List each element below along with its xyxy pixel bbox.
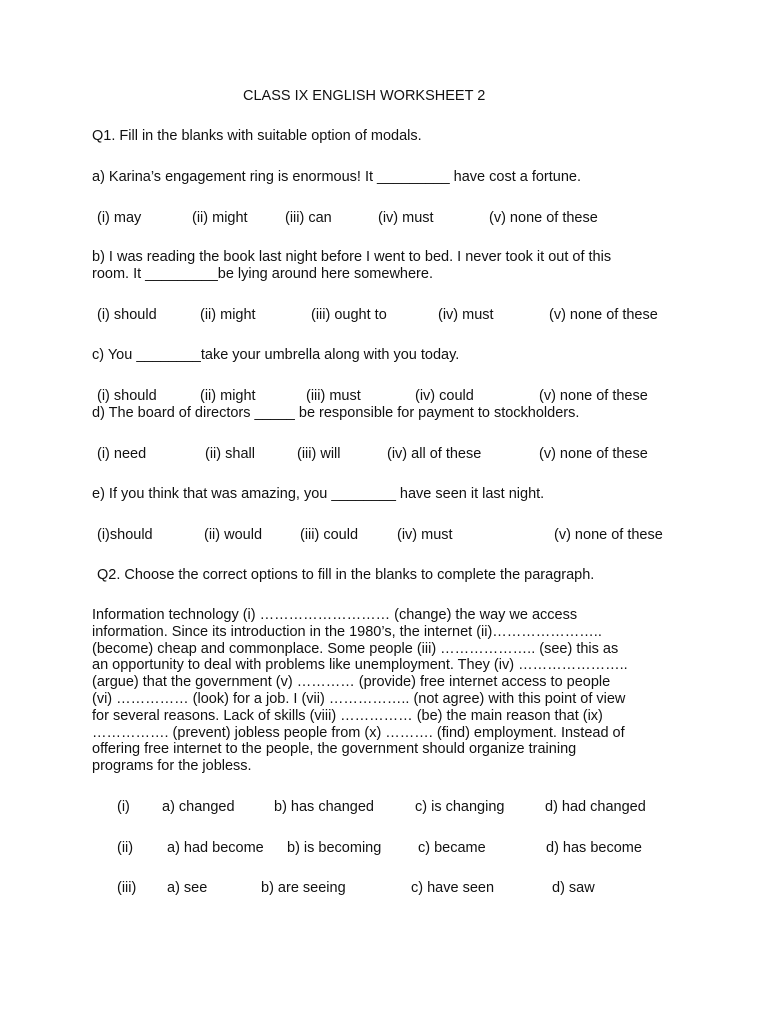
q1-c-option: (i) should [97,388,157,404]
q1-a-option: (v) none of these [489,210,598,226]
q2-answer-number: (ii) [117,840,134,856]
q2-answer-option: b) are seeing [261,880,346,896]
q1-b-option: (iv) must [438,307,494,323]
q1-d-question: d) The board of directors _____ be responsible for payment to stockholders. [92,405,580,421]
q2-heading: Q2. Choose the correct options to fill in the blanks to complete the paragraph. [97,567,595,583]
paragraph-line: for several reasons. Lack of skills (viii) …………… (be) the main reason that (ix) [92,707,603,724]
q2-answer-option: c) is changing [415,799,505,815]
q1-c-option: (iii) must [306,388,361,404]
q1-d-option: (iv) all of these [387,446,482,462]
q2-answer-option: c) became [418,840,486,856]
q1-e-option: (v) none of these [554,527,663,543]
paragraph-line: offering free internet to the people, the government should organize training [92,741,577,758]
q2-answer-option: a) changed [162,799,235,815]
q1-b-option: (ii) might [200,307,256,323]
q2-answer-number: (iii) [117,880,137,896]
q1-d-option: (iii) will [297,446,341,462]
q2-answer-option: d) had changed [545,799,646,815]
paragraph-line: an opportunity to deal with problems like unemployment. They (iv) ………………….. [92,657,628,674]
paragraph-line: (vi) …………… (look) for a job. I (vii) …………….. (not agree) with this point of view [92,690,626,707]
q1-a-option: (ii) might [192,210,248,226]
paragraph-line: Information technology (i) ……………………… (change) the way we access [92,607,578,623]
q1-e-option: (i)should [97,527,153,543]
q1-d-option: (ii) shall [205,446,255,462]
q1-e-option: (ii) would [204,527,263,543]
q1-a-question: a) Karina’s engagement ring is enormous! It _________ have cost a fortune. [92,169,582,185]
q1-heading: Q1. Fill in the blanks with suitable option of modals. [92,128,422,144]
q1-d-option: (v) none of these [539,446,648,462]
q1-c-question: c) You ________take your umbrella along with you today. [92,347,460,363]
q2-answer-option: c) have seen [411,880,495,896]
q1-c-option: (ii) might [200,388,256,404]
q2-paragraph [92,607,692,775]
q1-b-question: room. It _________be lying around here somewhere. [92,266,433,282]
worksheet-title: CLASS IX ENGLISH WORKSHEET 2 [243,88,486,104]
q1-b-option: (v) none of these [549,307,658,323]
q1-a-option: (iii) can [285,210,332,226]
paragraph-line: (become) cheap and commonplace. Some people (iii) ……………….. (see) this as [92,640,619,657]
q2-answer-option: a) see [167,880,208,896]
q1-b-option: (i) should [97,307,157,323]
q2-answer-option: b) is becoming [287,840,382,856]
paragraph-line: information. Since its introduction in the 1980’s, the internet (ii)………………….. [92,623,602,640]
q1-a-option: (i) may [97,210,142,226]
q2-answer-option: d) saw [552,880,595,896]
paragraph-line: (argue) that the government (v) ………… (provide) free internet access to people [92,674,611,691]
q2-answer-option: a) had become [167,840,264,856]
q1-e-option: (iv) must [397,527,453,543]
q1-c-option: (v) none of these [539,388,648,404]
q1-b-question: b) I was reading the book last night before I went to bed. I never took it out of this [92,249,612,265]
q1-e-question: e) If you think that was amazing, you ________ have seen it last night. [92,486,545,502]
q1-e-option: (iii) could [300,527,359,543]
q2-answer-option: b) has changed [274,799,374,815]
paragraph-line: ……………. (prevent) jobless people from (x) ………. (find) employment. Instead of [92,724,625,741]
q2-answer-option: d) has become [546,840,642,856]
q1-d-option: (i) need [97,446,147,462]
q1-a-option: (iv) must [378,210,434,226]
q1-c-option: (iv) could [415,388,474,404]
q2-answer-number: (i) [117,799,130,815]
paragraph-line: programs for the jobless. [92,758,252,775]
q1-b-option: (iii) ought to [311,307,387,323]
